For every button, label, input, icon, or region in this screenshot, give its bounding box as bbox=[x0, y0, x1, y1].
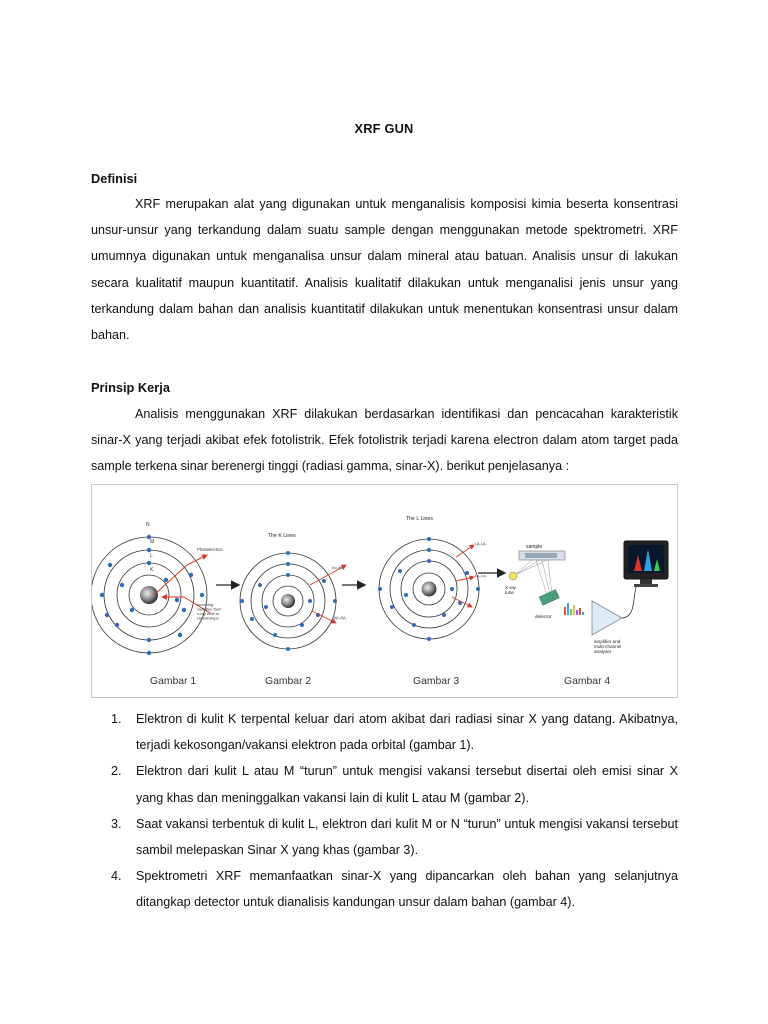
list-item: 1. Elektron di kulit K terpental keluar dari atom akibat dari radiasi sinar X yang datang. Akibatnya, terjadi kekosongan/vakansi elektron pada orbital (gambar 1). bbox=[111, 712, 678, 753]
monitor-icon bbox=[624, 541, 668, 587]
paragraph-definisi bbox=[91, 191, 678, 348]
xrf-figure bbox=[91, 484, 678, 698]
caption-gambar-4: Gambar 4 bbox=[564, 676, 611, 687]
caption-gambar-1: Gambar 1 bbox=[150, 676, 197, 687]
svg-text:Lβ₁,Lβ₂: Lβ₁,Lβ₂ bbox=[475, 542, 487, 546]
sample-label: sample bbox=[526, 544, 543, 550]
atom-diagram-2 bbox=[240, 533, 347, 651]
incoming-radiation-label: Incoming radiation from x-ray tube or radioisotope bbox=[197, 602, 222, 621]
list-item-text: Saat vakansi terbentuk di kulit L, elektron dari kulit M or N “turun” untuk mengisi vakansi tersebut sambil melepaskan Sinar X yang khas (gambar 3). bbox=[136, 816, 678, 858]
paragraph-definisi-text: XRF merupakan alat yang digunakan untuk menganalisis komposisi kimia beserta konsentrasi unsur-unsur yang terkandung dalam suatu sample dengan menggunakan metode spektrometri. XRF umumnya digunakan untuk menganalisa unsur dalam mineral atau batuan. Analisis unsur di lakukan secara kualitatif maupun kuantitatif. Analisis kualitatif dilakukan untuk menganalisi jenis unsur yang terkandung dalam bahan dan analisis kuantitatif dilakukan untuk menentukan konsentrasi unsur dalam bahan. bbox=[91, 197, 678, 343]
paragraph-prinsip-text: Analisis menggunakan XRF dilakukan berdasarkan identifikasi dan pencacahan karakteristik sinar-X yang terjadi akibat efek fotolistrik. Efek fotolistrik terjadi karena electron dalam atom target pada sample terkena sinar berenergi tinggi (radiasi gamma, sinar-X). berikut penjelasanya : bbox=[91, 407, 678, 474]
section-heading-definisi: Definisi bbox=[91, 171, 138, 186]
svg-text:K: K bbox=[150, 567, 154, 573]
amplifier-label: amplifier and multi-channel analyser bbox=[594, 639, 622, 654]
section-heading-prinsip-kerja: Prinsip Kerja bbox=[91, 380, 170, 395]
atom-diagram-1 bbox=[92, 522, 224, 655]
list-item-text: Spektrometri XRF memanfaatkan sinar-X yang dipancarkan oleh bahan yang selanjutnya ditangkap detector untuk dianalisis kandungan unsur dalam bahan (gambar 4). bbox=[136, 869, 678, 910]
paragraph-prinsip-kerja bbox=[91, 401, 678, 480]
l-lines-label: The L Lines bbox=[406, 516, 433, 522]
spectrum-bars bbox=[564, 603, 584, 615]
svg-text:Lα₁,Lα₂: Lα₁,Lα₂ bbox=[475, 574, 487, 578]
list-item: 3. Saat vakansi terbentuk di kulit L, elektron dari kulit M or N “turun” untuk mengisi vakansi tersebut sambil melepaskan Sinar X yang khas (gambar 3). bbox=[111, 816, 678, 858]
document-title: XRF GUN bbox=[354, 121, 414, 136]
svg-text:N: N bbox=[146, 522, 150, 528]
svg-text:L: L bbox=[150, 553, 153, 559]
list-item-text: Elektron dari kulit L atau M “turun” untuk mengisi vakansi tersebut disertai oleh emisi sinar X yang khas dan meninggalkan vakansi lain di kulit L atau M (gambar 2). bbox=[136, 764, 678, 805]
xrf-apparatus bbox=[505, 541, 668, 654]
list-item: 4. Spektrometri XRF memanfaatkan sinar-X yang dipancarkan oleh bahan yang selanjutnya ditangkap detector untuk dianalisis kandungan unsur dalam bahan (gambar 4). bbox=[111, 869, 678, 910]
atom-diagram-3 bbox=[378, 516, 487, 641]
list-item-text: Elektron di kulit K terpental keluar dari atom akibat dari radiasi sinar X yang datang. Akibatnya, terjadi kekosongan/vakansi elektron pada orbital (gambar 1). bbox=[136, 712, 678, 753]
amplifier-icon bbox=[592, 601, 622, 635]
k-lines-label: The K Lines bbox=[268, 533, 296, 539]
photoelectron-label: Photoelectron bbox=[197, 547, 223, 552]
explanation-list bbox=[111, 706, 678, 916]
xrf-diagram bbox=[92, 485, 679, 699]
caption-gambar-3: Gambar 3 bbox=[413, 676, 460, 687]
svg-text:M: M bbox=[150, 539, 155, 545]
list-item: 2. Elektron dari kulit L atau M “turun” untuk mengisi vakansi tersebut disertai oleh emisi sinar X yang khas dan meninggalkan vakansi lain di kulit L atau M (gambar 2). bbox=[111, 764, 678, 805]
xray-tube-icon bbox=[509, 572, 517, 580]
xray-tube-label: X-ray tube bbox=[505, 585, 516, 595]
svg-text:Kβ₁,Kβ₂: Kβ₁,Kβ₂ bbox=[334, 616, 347, 620]
svg-text:Kα₁,Kα₂: Kα₁,Kα₂ bbox=[332, 566, 345, 570]
detector-label: detector bbox=[535, 614, 552, 619]
caption-gambar-2: Gambar 2 bbox=[265, 676, 312, 687]
